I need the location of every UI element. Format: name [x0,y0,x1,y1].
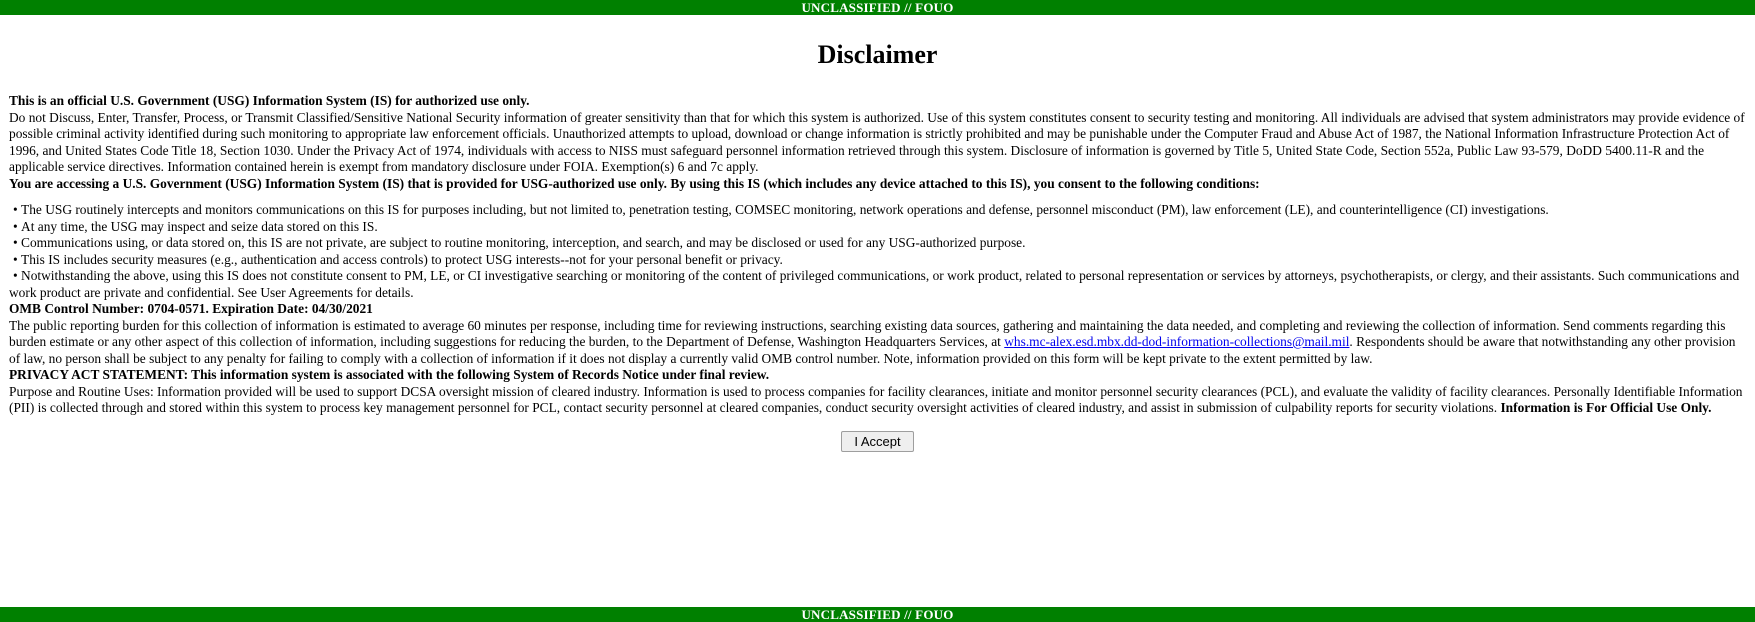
omb-body-after-link: . Respondents should be aware that notwithstanding any other provision of law, no person shall be subject to any penalty for failing to comply with a collection of information if it does not display a currently valid OMB control number. Note, information provided on this form will be kept private to the extent permitted by law. [9,334,1736,366]
privacy-act-fouo-note: Information is For Official Use Only. [1500,400,1712,415]
privacy-act-heading: PRIVACY ACT STATEMENT: This information system is associated with the following System of Records Notice under final review. [9,367,770,382]
privacy-act-paragraph [9,367,1746,417]
page-title: Disclaimer [817,40,938,69]
top-classification-banner [0,0,1755,15]
bullet-item: • Communications using, or data stored on, this IS are not private, are subject to routine monitoring, interception, and search, and may be disclosed or used for any USG-authorized purpose. [9,235,1746,252]
official-use-body: Do not Discuss, Enter, Transfer, Process, or Transmit Classified/Sensitive National Security information of greater sensitivity than that for which this system is authorized. Use of this system constitutes consent to security testing and monitoring. All individuals are advised that system administrators may provide evidence of possible criminal activity identified during such monitoring to appropriate law enforcement officials. Unauthorized attempts to upload, download or change information is strictly prohibited and may be punishable under the Computer Fraud and Abuse Act of 1987, the National Information Infrastructure Protection Act of 1996, and United States Code Title 18, Section 1030. Under the Privacy Act of 1974, individuals with access to NISS must safeguard personnel information retrieved through this system. Disclosure of information is governed by Title 5, United State Code, Section 552a, Public Law 93-579, DoDD 5400.11-R and the applicable service directives. Information contained herein is exempt from mandatory disclosure under FOIA. Exemption(s) 6 and 7c apply. [9,109,1745,174]
bullet-item: • This IS includes security measures (e.g., authentication and access controls) to protect USG interests--not for your personal benefit or privacy. [9,252,1746,269]
bullet-item: • At any time, the USG may inspect and seize data stored on this IS. [9,219,1746,236]
bottom-classification-banner [0,607,1755,622]
bottom-classification-banner-text: UNCLASSIFIED // FOUO [801,607,954,622]
i-accept-button[interactable]: I Accept [841,431,913,452]
omb-paragraph [9,301,1746,367]
official-use-paragraph [9,93,1746,176]
omb-control-heading: OMB Control Number: 0704-0571. Expiration Date: 04/30/2021 [9,301,373,316]
top-classification-banner-text: UNCLASSIFIED // FOUO [801,0,954,15]
bullet-item: • The USG routinely intercepts and monitors communications on this IS for purposes including, but not limited to, penetration testing, COMSEC monitoring, network operations and defense, personnel misconduct (PM), law enforcement (LE), and counterintelligence (CI) investigations. [9,202,1746,219]
official-use-heading: This is an official U.S. Government (USG) Information System (IS) for authorized use only. [9,93,530,108]
omb-body-before-link: The public reporting burden for this collection of information is estimated to average 60 minutes per response, including time for reviewing instructions, searching existing data sources, gathering and maintaining the data needed, and completing and reviewing the collection of information. Send comments regarding this burden estimate or any other aspect of this collection of information, including suggestions for reducing the burden, to the Department of Defense, Washington Headquarters Services, at [9,317,1726,349]
consent-conditions-list [9,202,1746,301]
accept-button-row [9,431,1746,452]
information-collections-email-link[interactable]: whs.mc-alex.esd.mbx.dd-dod-information-collections@mail.mil [1004,334,1350,349]
disclaimer-content [0,15,1755,607]
privacy-act-body: Purpose and Routine Uses: Information provided will be used to support DCSA oversight mission of cleared industry. Information is used to process companies for facility clearances, initiate and monitor personnel security clearances (PCL), and evaluate the validity of facility clearances. Personally Identifiable Information (PII) is collected through and stored within this system to process key management personnel for PCL, contact security personnel at cleared companies, conduct security oversight activities of cleared industry, and assist in submission of culpability reports for security violations. [9,383,1743,415]
bullet-item: • Notwithstanding the above, using this IS does not constitute consent to PM, LE, or CI investigative searching or monitoring of the content of privileged communications, or work product, related to personal representation or services by attorneys, psychotherapists, or clergy, and their assistants. Such communications and work product are private and confidential. See User Agreements for details. [9,268,1746,301]
consent-conditions-heading: You are accessing a U.S. Government (USG) Information System (IS) that is provided for USG-authorized use only. By using this IS (which includes any device attached to this IS), you consent to the following conditions: [9,175,1260,191]
